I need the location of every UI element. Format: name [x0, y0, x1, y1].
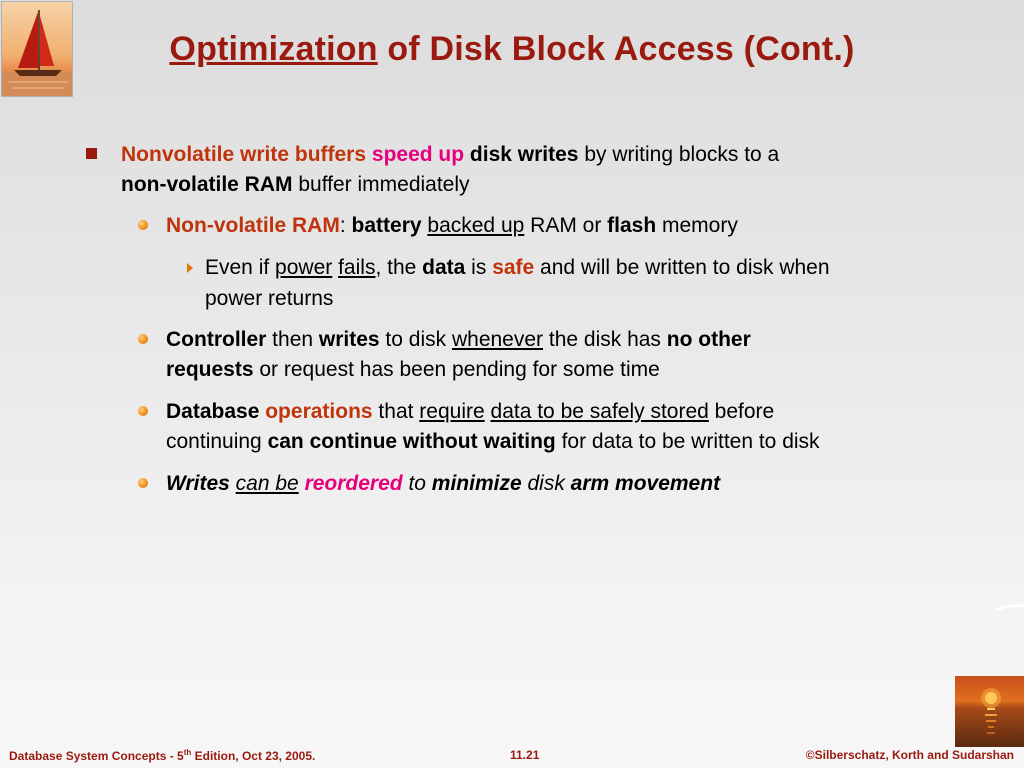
- footer-left: Database System Concepts - 5th Edition, Oct 23, 2005.: [9, 748, 316, 763]
- page-title: Optimization of Disk Block Access (Cont.): [169, 30, 855, 68]
- bullet-controller: Controller then writes to disk whenever the disk has no other: [166, 328, 751, 351]
- bullet-power-fails-cont: power returns: [205, 287, 334, 310]
- round-bullet-icon: [138, 406, 148, 416]
- sunset-logo: [955, 676, 1024, 747]
- bullet-nonvolatile-write-buffers: Nonvolatile write buffers speed up disk writes by writing blocks to a: [121, 143, 780, 166]
- square-bullet-icon: [86, 148, 97, 159]
- bullet-database-operations: Database operations that require data to be safely stored before: [166, 400, 775, 423]
- bullet-power-fails: Even if power fails, the data is safe and will be written to disk when: [205, 256, 830, 279]
- round-bullet-icon: [138, 220, 148, 230]
- bullet-nonvolatile-write-buffers-cont: non-volatile RAM buffer immediately: [121, 173, 470, 196]
- bullet-non-volatile-ram: Non-volatile RAM: battery backed up RAM or flash memory: [166, 214, 738, 237]
- bullet-writes-reordered: Writes can be reordered to minimize disk arm movement: [166, 472, 721, 495]
- bullet-database-operations-cont: continuing can continue without waiting for data to be written to disk: [166, 430, 820, 453]
- footer-page-number: 11.21: [510, 748, 540, 762]
- footer-copyright: ©Silberschatz, Korth and Sudarshan: [805, 748, 1014, 762]
- round-bullet-icon: [138, 478, 148, 488]
- round-bullet-icon: [138, 334, 148, 344]
- bullet-controller-cont: requests or request has been pending for some time: [166, 358, 660, 381]
- triangle-bullet-icon: [187, 263, 193, 273]
- decorative-swoosh: [994, 600, 1024, 620]
